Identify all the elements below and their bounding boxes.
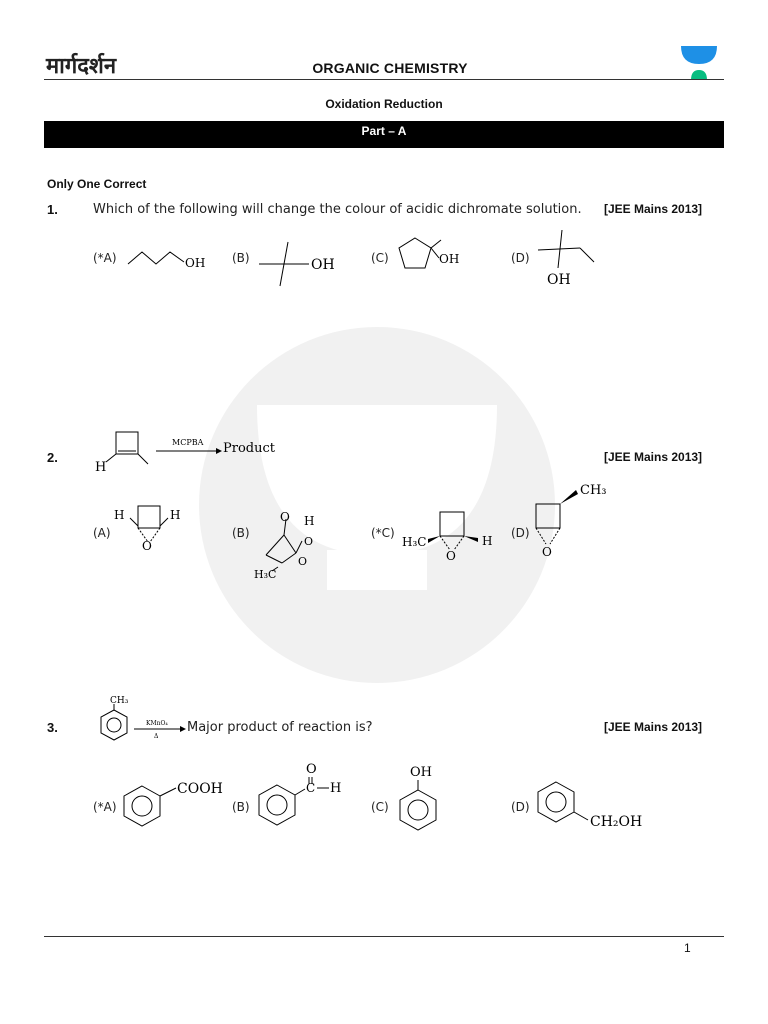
question-source: [JEE Mains 2013] (604, 202, 703, 216)
reaction-scheme (88, 426, 278, 476)
structure-methylcyclopentanol (393, 234, 463, 276)
watermark-logo (197, 325, 557, 685)
structure-label: O (542, 545, 552, 559)
part-label: Part – A (361, 124, 407, 138)
structure-label: H₃C (254, 568, 277, 581)
structure-benzoic-acid (120, 776, 230, 832)
structure-label: OH (311, 257, 335, 273)
brand-name: मार्गदर्शन (46, 53, 117, 79)
structure-label: H (114, 508, 125, 522)
option-label: (B) (232, 800, 250, 814)
structure-label: OH (410, 765, 432, 780)
structure-label: COOH (177, 781, 223, 797)
structure-label: O (298, 555, 308, 568)
structure-epoxide-a (110, 502, 190, 552)
reagent-label: MCPBA (172, 438, 204, 447)
structure-tert-butanol (255, 238, 340, 290)
question-number: 3. (47, 720, 58, 735)
option-label: (*A) (93, 800, 117, 814)
page-number: 1 (684, 941, 691, 955)
structure-label: H₃C (402, 535, 427, 549)
structure-benzaldehyde (255, 757, 351, 827)
option-label: (D) (511, 251, 530, 265)
option-label: (*C) (371, 526, 395, 540)
structure-label: OH (185, 256, 206, 270)
header-divider (44, 79, 724, 80)
question-text: Major product of reaction is? (187, 720, 373, 735)
question-number: 2. (47, 450, 58, 465)
structure-label: CH₃ (580, 483, 607, 498)
question-number: 1. (47, 202, 58, 217)
structure-ozonide-b (252, 505, 332, 583)
structure-label: O (142, 539, 152, 552)
structure-methylbutanol (532, 226, 602, 288)
structure-label: C (306, 781, 316, 795)
option-label: (A) (93, 526, 111, 540)
part-banner (44, 121, 724, 148)
option-label: (B) (232, 526, 250, 540)
option-label: (*A) (93, 251, 117, 265)
structure-label: H (330, 781, 342, 796)
structure-label: CH₂OH (590, 814, 643, 830)
structure-label: CH₃ (110, 696, 129, 706)
condition-label: Δ (154, 733, 159, 740)
structure-label: OH (547, 272, 571, 288)
option-label: (B) (232, 251, 250, 265)
structure-label: O (280, 510, 290, 524)
unacademy-logo-icon (680, 44, 718, 80)
structure-phenol (394, 762, 444, 834)
structure-label: H (170, 508, 181, 522)
question-source: [JEE Mains 2013] (604, 450, 703, 464)
structure-n-butanol (124, 244, 214, 274)
structure-label: H (482, 534, 493, 548)
option-label: (C) (371, 800, 389, 814)
structure-label: H (304, 514, 315, 528)
section-label: Only One Correct (47, 177, 147, 191)
question-source: [JEE Mains 2013] (604, 720, 703, 734)
reaction-scheme (94, 692, 194, 750)
page-title: ORGANIC CHEMISTRY (312, 60, 468, 76)
product-label: Product (223, 441, 275, 456)
option-label: (D) (511, 526, 530, 540)
structure-label: H (95, 460, 107, 475)
option-label: (D) (511, 800, 530, 814)
reagent-label: KMnO₄ (146, 720, 168, 727)
chapter-subtitle: Oxidation Reduction (325, 97, 443, 111)
structure-epoxide-c (400, 508, 496, 562)
structure-benzyl-alcohol (534, 776, 646, 832)
footer-divider (44, 936, 724, 937)
structure-epoxide-d (532, 478, 642, 564)
structure-label: O (304, 535, 314, 548)
option-label: (C) (371, 251, 389, 265)
structure-label: OH (439, 252, 460, 266)
structure-label: O (446, 549, 456, 562)
structure-label: O (306, 762, 317, 777)
question-text: Which of the following will change the colour of acidic dichromate solution. (93, 202, 582, 217)
